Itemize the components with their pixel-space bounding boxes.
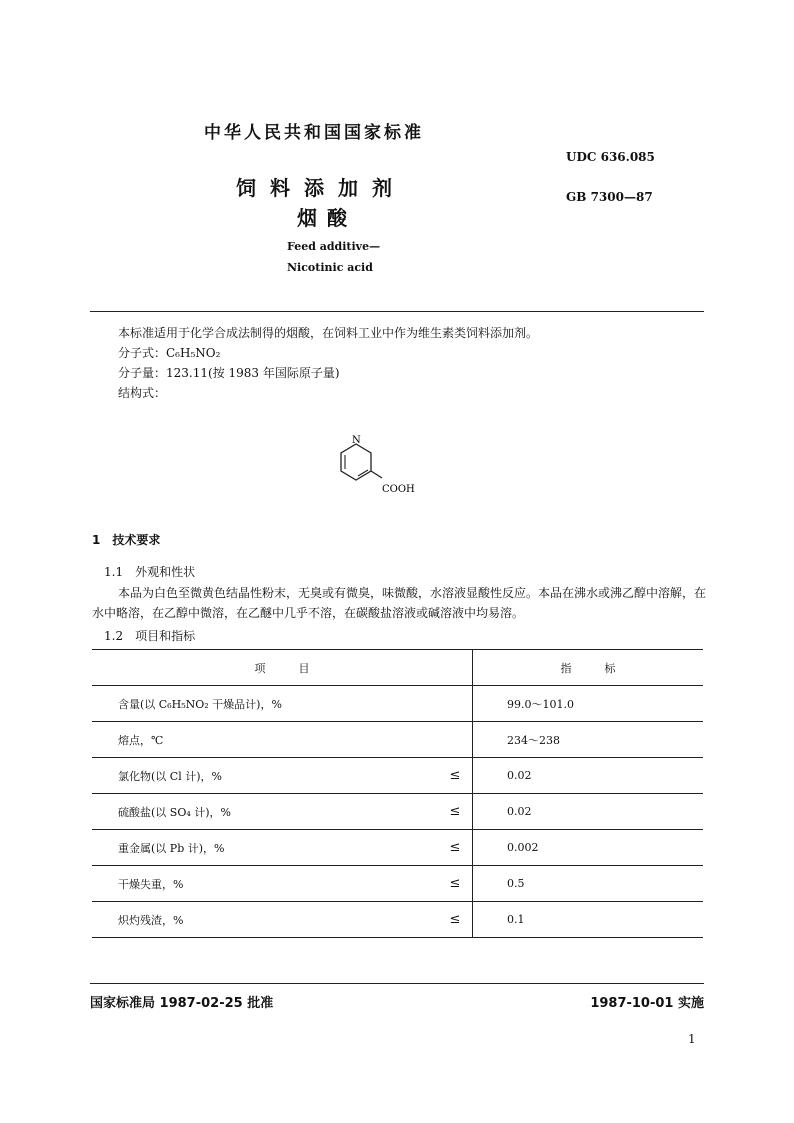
header-divider (90, 311, 704, 312)
table-row (92, 686, 703, 722)
structure-diagram (330, 432, 430, 500)
effective-date: 1987-10-01 实施 (590, 996, 704, 1011)
document-subtitle: 烟酸 (297, 206, 357, 230)
row-symbol: ≤ (438, 902, 473, 938)
row-item: 硫酸盐(以 SO₄ 计)，% (118, 805, 231, 819)
table-row (92, 830, 703, 866)
structure-label: 结构式： (118, 386, 167, 400)
row-value: 99.0～101.0 (507, 697, 574, 711)
table-row (92, 902, 703, 938)
english-title: Feed additive— (287, 240, 381, 253)
scope-text: 本标准适用于化学合成法制得的烟酸，在饲料工业中作为维生素类饲料添加剂。 (118, 326, 539, 340)
row-value: 0.02 (507, 769, 532, 782)
molecular-formula: 分子式：C₆H₅NO₂ (118, 346, 221, 360)
approval-date: 国家标准局 1987-02-25 批准 (90, 996, 274, 1011)
section-1-1-title: 1.1 外观和性状 (104, 565, 196, 579)
row-item: 氯化物(以 Cl 计)，% (118, 769, 222, 783)
table-row (92, 722, 703, 758)
table-row (92, 758, 703, 794)
table-row (92, 866, 703, 902)
udc-code: UDC 636.085 (566, 150, 655, 164)
table-header-row (92, 650, 703, 686)
molecular-weight: 分子量：123.11(按 1983 年国际原子量) (118, 366, 340, 380)
page-number: 1 (688, 1032, 696, 1046)
row-item: 干燥失重，% (118, 877, 184, 891)
row-symbol: ≤ (438, 866, 473, 902)
header-item: 项 目 (92, 650, 473, 686)
header-value: 指 标 (560, 661, 616, 675)
row-value: 234～238 (507, 733, 560, 747)
row-value: 0.1 (507, 913, 525, 926)
section-1-title: 1 技术要求 (92, 533, 161, 547)
standard-org-title: 中华人民共和国国家标准 (204, 123, 424, 143)
row-item: 含量(以 C₆H₅NO₂ 干燥品计)，% (118, 697, 282, 711)
row-value: 0.02 (507, 805, 532, 818)
row-item: 炽灼残渣，% (118, 913, 184, 927)
table-row (92, 794, 703, 830)
row-item: 重金属(以 Pb 计)，% (118, 841, 225, 855)
row-symbol: ≤ (438, 794, 473, 830)
section-1-2-title: 1.2 项目和指标 (104, 629, 196, 643)
row-symbol (438, 686, 473, 722)
row-symbol: ≤ (438, 758, 473, 794)
row-value: 0.002 (507, 841, 539, 854)
section-1-1-text: 本品为白色至微黄色结晶性粉末，无臭或有微臭，味微酸，水溶液显酸性反应。本品在沸水或沸乙醇中溶解，在水中略溶，在乙醇中微溶，在乙醚中几乎不溶，在碳酸盐溶液或碱溶液中均易溶。 (92, 586, 707, 620)
document-title: 饲料添加剂 (236, 176, 406, 200)
row-item: 熔点，℃ (118, 733, 164, 747)
footer-divider (90, 983, 704, 984)
row-symbol: ≤ (438, 830, 473, 866)
spec-table (92, 649, 703, 938)
nitrogen-atom: N (352, 435, 361, 446)
carboxyl-group: COOH (382, 484, 415, 495)
row-value: 0.5 (507, 877, 525, 890)
row-symbol (438, 722, 473, 758)
english-subtitle: Nicotinic acid (287, 261, 373, 274)
gb-code: GB 7300—87 (566, 190, 653, 204)
